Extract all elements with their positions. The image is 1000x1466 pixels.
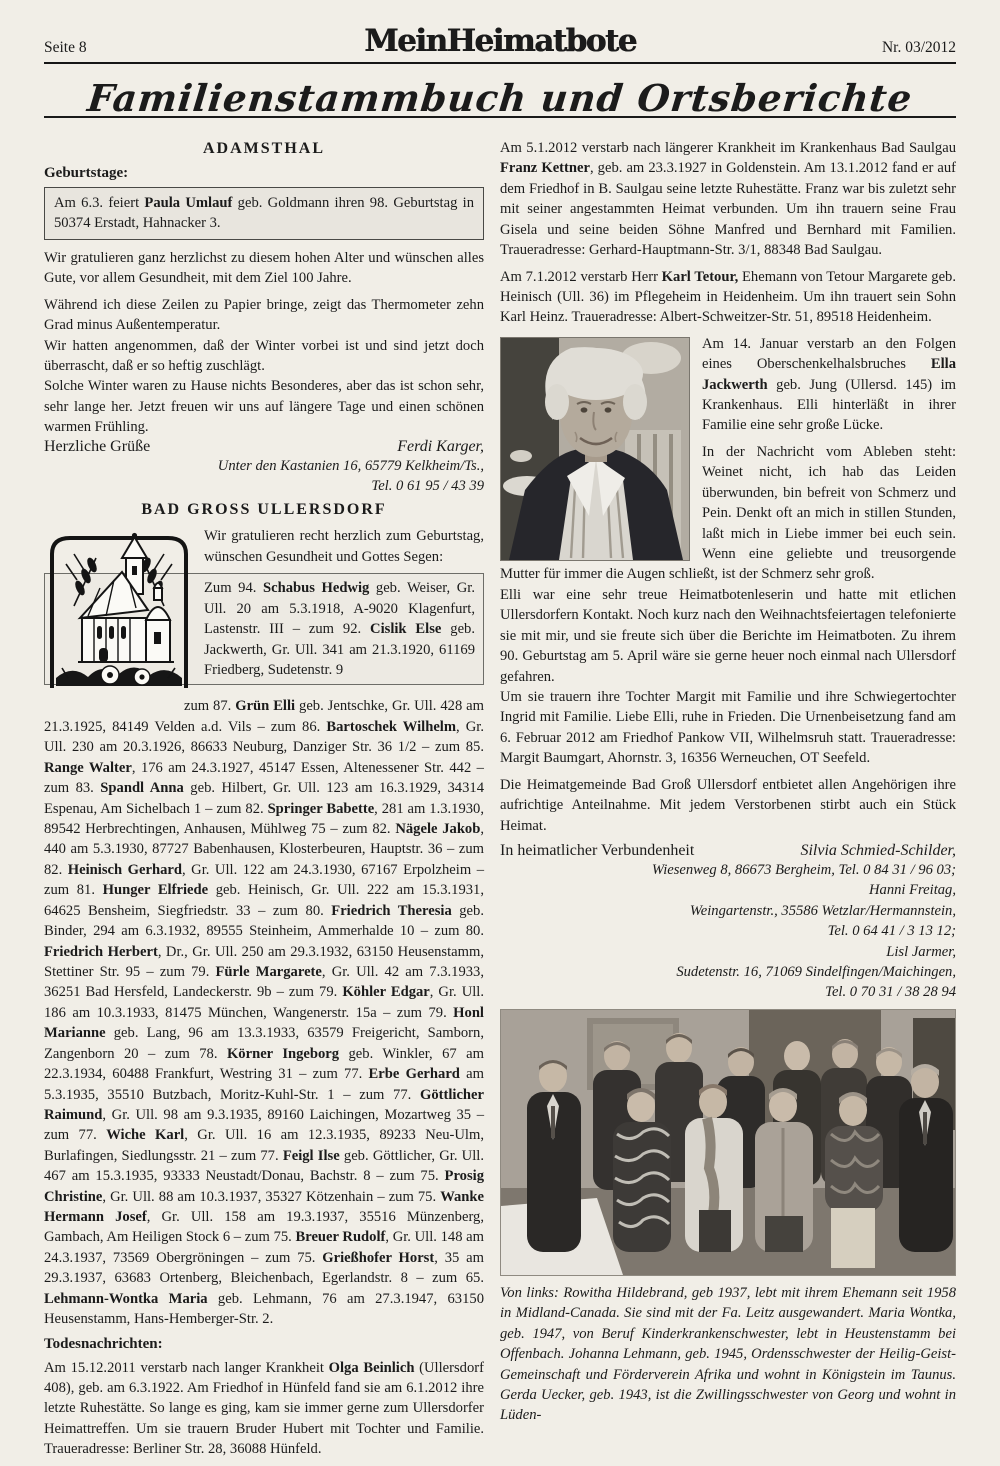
death-notice-tetour: Am 7.1.2012 verstarb Herr Karl Tetour, Ehemann von Tetour Margarete geb. Heinisch (Ull. 36) im Pflegeheim in Heidenheim. Um ihn trauert sein Sohn Karl Heinz. Traueradresse: Albert-Schweitzer-Str. 51, 89518 Heidenheim. [500, 268, 956, 326]
ullersdorf-heading: BAD GROSS ULLERSDORF [141, 501, 387, 519]
weather-paragraph-2: Wir hatten angenommen, daß der Winter vorbei ist und sind jetzt doch überrascht, daß er so heftig zuschlägt. [44, 337, 484, 374]
group-photo-frame [500, 1009, 956, 1276]
signature-line-1: Wiesenweg 8, 86673 Bergheim, Tel. 0 84 31 / 96 03; [651, 861, 956, 878]
verbundenheit-text: In heimatlicher Verbundenheit [500, 841, 695, 859]
death-notice-jackwerth-1: Am 14. Januar verstarb an den Folgen eines Oberschenkelhalsbruches Ella Jackwerth geb. Jung (Ullersd. 145) im Krankenhaus. Elli hinterläßt in ihrer Familie eine sehr große Lücke. [702, 335, 956, 434]
condolence-paragraph: Die Heimatgemeinde Bad Groß Ullersdorf entbietet allen Angehörigen ihre aufrichtige Anteilnahme. Mit jedem Verstorbenen stirbt auch ein Stück Heimat. [500, 776, 956, 834]
church-woodcut-image [44, 528, 194, 690]
congrats-paragraph: Wir gratulieren ganz herzlichst zu diesem hohen Alter und wünschen alles Gute, vor allem Gesundheit, mit dem Ziel 100 Jahre. [44, 249, 484, 287]
signature-name-schmied-schilder: Silvia Schmied-Schilder, [800, 841, 956, 859]
signature-line-6: Sudetenstr. 16, 71069 Sindelfingen/Maichingen, [676, 964, 956, 981]
death-notice-beinlich: Am 15.12.2011 verstarb nach langer Krankheit Olga Beinlich (Ullersdorf 408), geb. am 6.3.1922. Am Friedhof in Hünfeld fand sie am 6.1.2012 ihre letzte Ruhestätte. So lange es ging, kam sie immer gerne zum Ullersdorfer Heimattreffen. Um sie trauern Bruder Hubert mit Tochter und Familie. Traueradresse: Berliner Str. 28, 36088 Hünfeld. [44, 1359, 485, 1458]
adamsthal-heading: ADAMSTHAL [202, 140, 325, 157]
section-headline-band [44, 70, 956, 130]
right-column [500, 138, 956, 1466]
geburtstage-label: Geburtstage: [44, 165, 129, 181]
weather-paragraph-1: Während ich diese Zeilen zu Papier bringe, zeigt das Thermometer zehn Grad minus Außentemperatur. [44, 296, 484, 334]
signature-phone-line: Tel. 0 61 95 / 43 39 [371, 478, 484, 495]
masthead-logo: MeinHeimatbote [364, 23, 636, 59]
ullersdorf-intro-text: Wir gratulieren recht herzlich zum Geburtstag, wünschen Gesundheit und Gottes Segen: [204, 528, 484, 565]
ella-jackwerth-portrait-photo [500, 337, 690, 561]
greeting-text: Herzliche Grüße [44, 437, 151, 455]
group-photo [501, 1010, 955, 1275]
page-number: Seite 8 [44, 39, 87, 56]
issue-number: Nr. 03/2012 [881, 39, 956, 56]
signature-line-2: Hanni Freitag, [868, 882, 956, 899]
death-notice-jackwerth-2: In der Nachricht vom Ableben steht: Weinet nicht, ich hab das Leiden überwunden, bin befreit von Schmerz und Pein. Denkt oft an mich in stillen Stunden, laßt mich in Liebe immer bei euch sein. Wenn eine geliebte und treusorgende Mutter für immer die Augen schließt, ist der Schmerz sehr groß. [500, 443, 956, 583]
signature-line-7: Tel. 0 70 31 / 38 28 94 [825, 984, 956, 1001]
todesnachrichten-label: Todesnachrichten: [44, 1335, 163, 1352]
page-title: Familienstammbuch und Ortsberichte [85, 76, 915, 120]
death-notice-kettner: Am 5.1.2012 verstarb nach längerer Krankheit im Krankenhaus Bad Saulgau Franz Kettner, geb. am 23.3.1927 in Goldenstein. Am 13.1.2012 fand er auf dem Friedhof in B. Saulgau seine letzte Ruhestätte. Franz war bis zuletzt sehr mit seiner angestammten Heimat verbunden. Um ihn trauern seine Frau Gisela und seine beiden Söhne Manfred und Bernhard mit Familien. Traueradresse: Gerhard-Hauptmann-Str. 3/1, 88348 Bad Saulgau. [500, 140, 956, 259]
ullersdorf-box-text: Zum 94. Schabus Hedwig geb. Weiser, Gr. Ull. 20 am 5.3.1918, A-9020 Klagenfurt, Lastenstr. III – zum 92. Cislik Else geb. Jackwerth, Gr. Ull. 341 am 21.3.1920, 61169 Friedberg, Sudetenstr. 9 [204, 580, 476, 679]
death-notice-jackwerth-4: Um sie trauern ihre Tochter Margit mit Familie und ihre Schwiegertochter Ingrid mit Familie. Liebe Elli, ruhe in Frieden. Die Urnenbeisetzung fand am 6. Februar 2012 am Friedhof Pankow VII, Wilhelmsruh statt. Traueradresse: Margit Baumgart, Ahornstr. 3, 16356 Werneuchen, OT Seefeld. [500, 688, 956, 767]
ullersdorf-intro-block [44, 526, 484, 685]
birthday-list-paragraph: zum 87. Grün Elli geb. Jentschke, Gr. Ull. 428 am 21.3.1925, 84149 Velden a.d. Vils – zum 86. Bartoschek Wilhelm, Gr. Ull. 230 am 20.3.1926, 86633 Neuburg, Danziger Str. 36 1/2 – zum 85. Range Walter, 176 am 24.3.1927, 45147 Essen, Altenessener Str. 442 – zum 83. Spandl Anna geb. Hilbert, Gr. Ull. 123 am 16.3.1929, 34314 Espenau, Am Sichelbach 1 – zum 82. Springer Babette, 281 am 1.3.1930, 89542 Herbrechtingen, Anhausen, Mühlweg 75 – zum 82. Nägele Jakob, 440 am 5.3.1930, 87727 Babenhausen, Klosterbeuren, Hauptstr. 36 – zum 82. Heinisch Gerhard, Gr. Ull. 122 am 24.3.1930, 67167 Erpolzheim – zum 81. Hunger Elfriede geb. Heinisch, Gr. Ull. 222 am 15.3.1931, 64625 Bensheim, Siegfriedstr. 33 – zum 80. Friedrich Theresia geb. Binder, 294 am 6.3.1932, 89555 Steinheim, Ammerhalde 10 – zum 80. Friedrich Herbert, Dr., Gr. Ull. 250 am 29.3.1932, 63150 Heusenstamm, Stettiner Str. 95 – zum 79. Fürle Margarete, Gr. Ull. 42 am 7.3.1933, 36251 Bad Hersfeld, Landeckerstr. 9b – zum 79. Köhler Edgar, Gr. Ull. 186 am 10.3.1933, 81475 München, Wangenerstr. 15a – zum 79. Honl Marianne geb. Lang, 96 am 13.3.1933, 63579 Freigericht, Samborn, Zangenborn 20 – zum 78. Körner Ingeborg geb. Winkler, 67 am 22.3.1934, 60488 Frankfurt, Westring 31 – zum 77. Erbe Gerhard am 5.3.1935, 35510 Butzbach, Moritz-Kuhl-Str. 1 – zum 77. Göttlicher Raimund, Gr. Ull. 98 am 9.3.1935, 89160 Laichingen, Mozartweg 35 – zum 77. Wiche Karl, Gr. Ull. 16 am 12.3.1935, 89233 Neu-Ulm, Burlafingen, Siedlungsstr. 21 – zum 77. Feigl Ilse geb. Göttlicher, Gr. Ull. 467 am 15.3.1935, 93333 Neustadt/Donau, Bachstr. 8 – zum 75. Prosig Christine, Gr. Ull. 88 am 10.3.1937, 35327 Kötzenhain – zum 75. Wanke Hermann Josef, Gr. Ull. 158 am 19.3.1937, 35516 Münzenberg, Gambach, Am Heiligen Stock 6 – zum 75. Breuer Rudolf, Gr. Ull. 148 am 24.3.1937, 73569 Obergröningen – zum 75. Grießhofer Horst, 35 am 29.3.1937, 63683 Ortenberg, Bleichenbach, Egerlandstr. 8 – zum 65. Lehmann-Wontka Maria geb. Lehmann, 76 am 27.3.1947, 63150 Heusenstamm, Hans-Hemberger-Str. 2. [44, 698, 485, 1328]
signature-name: Ferdi Karger, [397, 437, 484, 455]
page-header [44, 23, 956, 64]
signature-address-line-1: Unter den Kastanien 16, 65779 Kelkheim/Ts., [217, 457, 484, 474]
group-photo-caption: Von links: Rowitha Hildebrand, geb 1937, lebt mit ihrem Ehemann seit 1958 in Midland-Canada. Sie sind mit der Fa. Leitz ausgewandert. Maria Wontka, geb. 1947, von Beruf Kinderkrankenschwester, lebt in Heustenstamm bei Offenbach. Johanna Lehmann, geb. 1945, Ordensschwester der Heilig-Geist-Gemeinschaft und Förderverein Afrika und wohnt in Königstein im Taunus. Gerda Uecker, geb. 1943, ist die Zwillingsschwester von Georg und wohnt in Lüden- [500, 1284, 956, 1424]
death-notice-jackwerth-3: Elli war eine sehr treue Heimatbotenleserin und hatte mit etlichen Ullersdorfern Kontakt. Noch kurz nach den Weihnachtsfeiertagen telefonierte sie mit mir, und sie freute sich über die Berichte im Heimatboten. Zu ihrem 90. Geburtstag am 5. April wäre sie gerne heuer noch einmal nach Ullersdorf gefahren. [500, 586, 956, 685]
verbundenheit-line [500, 842, 956, 860]
birthday-box-text: Am 6.3. feiert Paula Umlauf geb. Goldmann ihren 98. Geburtstag in 50374 Erstadt, Hahnacker 3. [54, 195, 474, 232]
left-column [44, 138, 484, 1466]
signature-line-3: Weingartenstr., 35586 Wetzlar/Hermannstein, [689, 902, 956, 919]
signature-line-5: Lisl Jarmer, [886, 943, 956, 960]
greeting-line [44, 438, 484, 456]
signature-line-4: Tel. 0 64 41 / 3 13 12; [827, 923, 956, 940]
weather-paragraph-3: Solche Winter waren zu Hause nichts Besonderes, aber das ist schon sehr, sehr lange her. Jetzt freuen wir uns auf längere Tage und einen schönen warmen Frühling. [44, 378, 484, 436]
two-column-layout [44, 138, 956, 1466]
birthday-highlight-box [44, 187, 484, 240]
jackwerth-block [500, 334, 956, 769]
